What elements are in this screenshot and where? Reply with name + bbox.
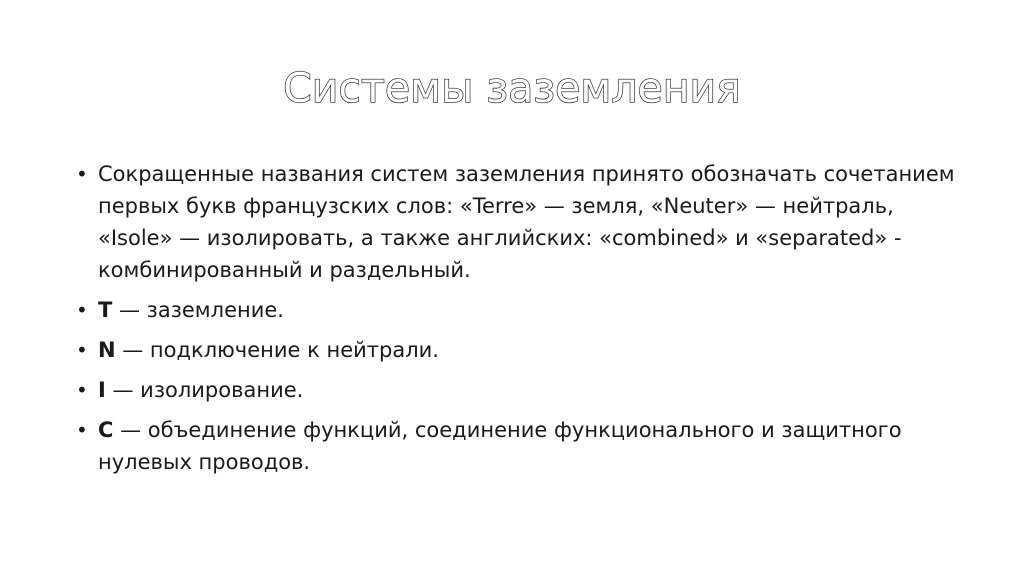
bullet-text [98,338,439,362]
bullet-body: — подключение к нейтрали. [115,338,439,362]
bullet-lead: N [98,338,116,362]
bullet-lead: T [98,298,113,322]
bullet-list [76,158,956,486]
bullet-item [76,294,956,326]
bullet-marker: • [76,298,88,322]
bullet-item [76,334,956,366]
bullet-body: — изолирование. [105,378,304,402]
bullet-item [76,414,956,478]
slide-title: Системы заземления [283,64,741,112]
bullet-text [98,162,955,282]
bullet-marker: • [76,338,88,362]
bullet-lead: I [98,378,106,402]
bullet-item [76,158,956,286]
bullet-text [98,378,303,402]
bullet-marker: • [76,378,88,402]
bullet-body: — объединение функций, соединение функционального и защитного нулевых проводов. [98,418,902,474]
bullet-body: — заземление. [112,298,284,322]
bullet-text [98,298,284,322]
bullet-marker: • [76,162,88,186]
bullet-item [76,374,956,406]
bullet-text [98,418,902,474]
bullet-body: Сокращенные названия систем заземления принято обозначать сочетанием первых букв французских слов: «Terre» — земля, «Neuter» — нейтраль, «Isole» — изолировать, а также английских: «combined» и «separated» - комбинированный и раздельный. [98,162,955,282]
bullet-marker: • [76,418,88,442]
bullet-lead: C [98,418,114,442]
